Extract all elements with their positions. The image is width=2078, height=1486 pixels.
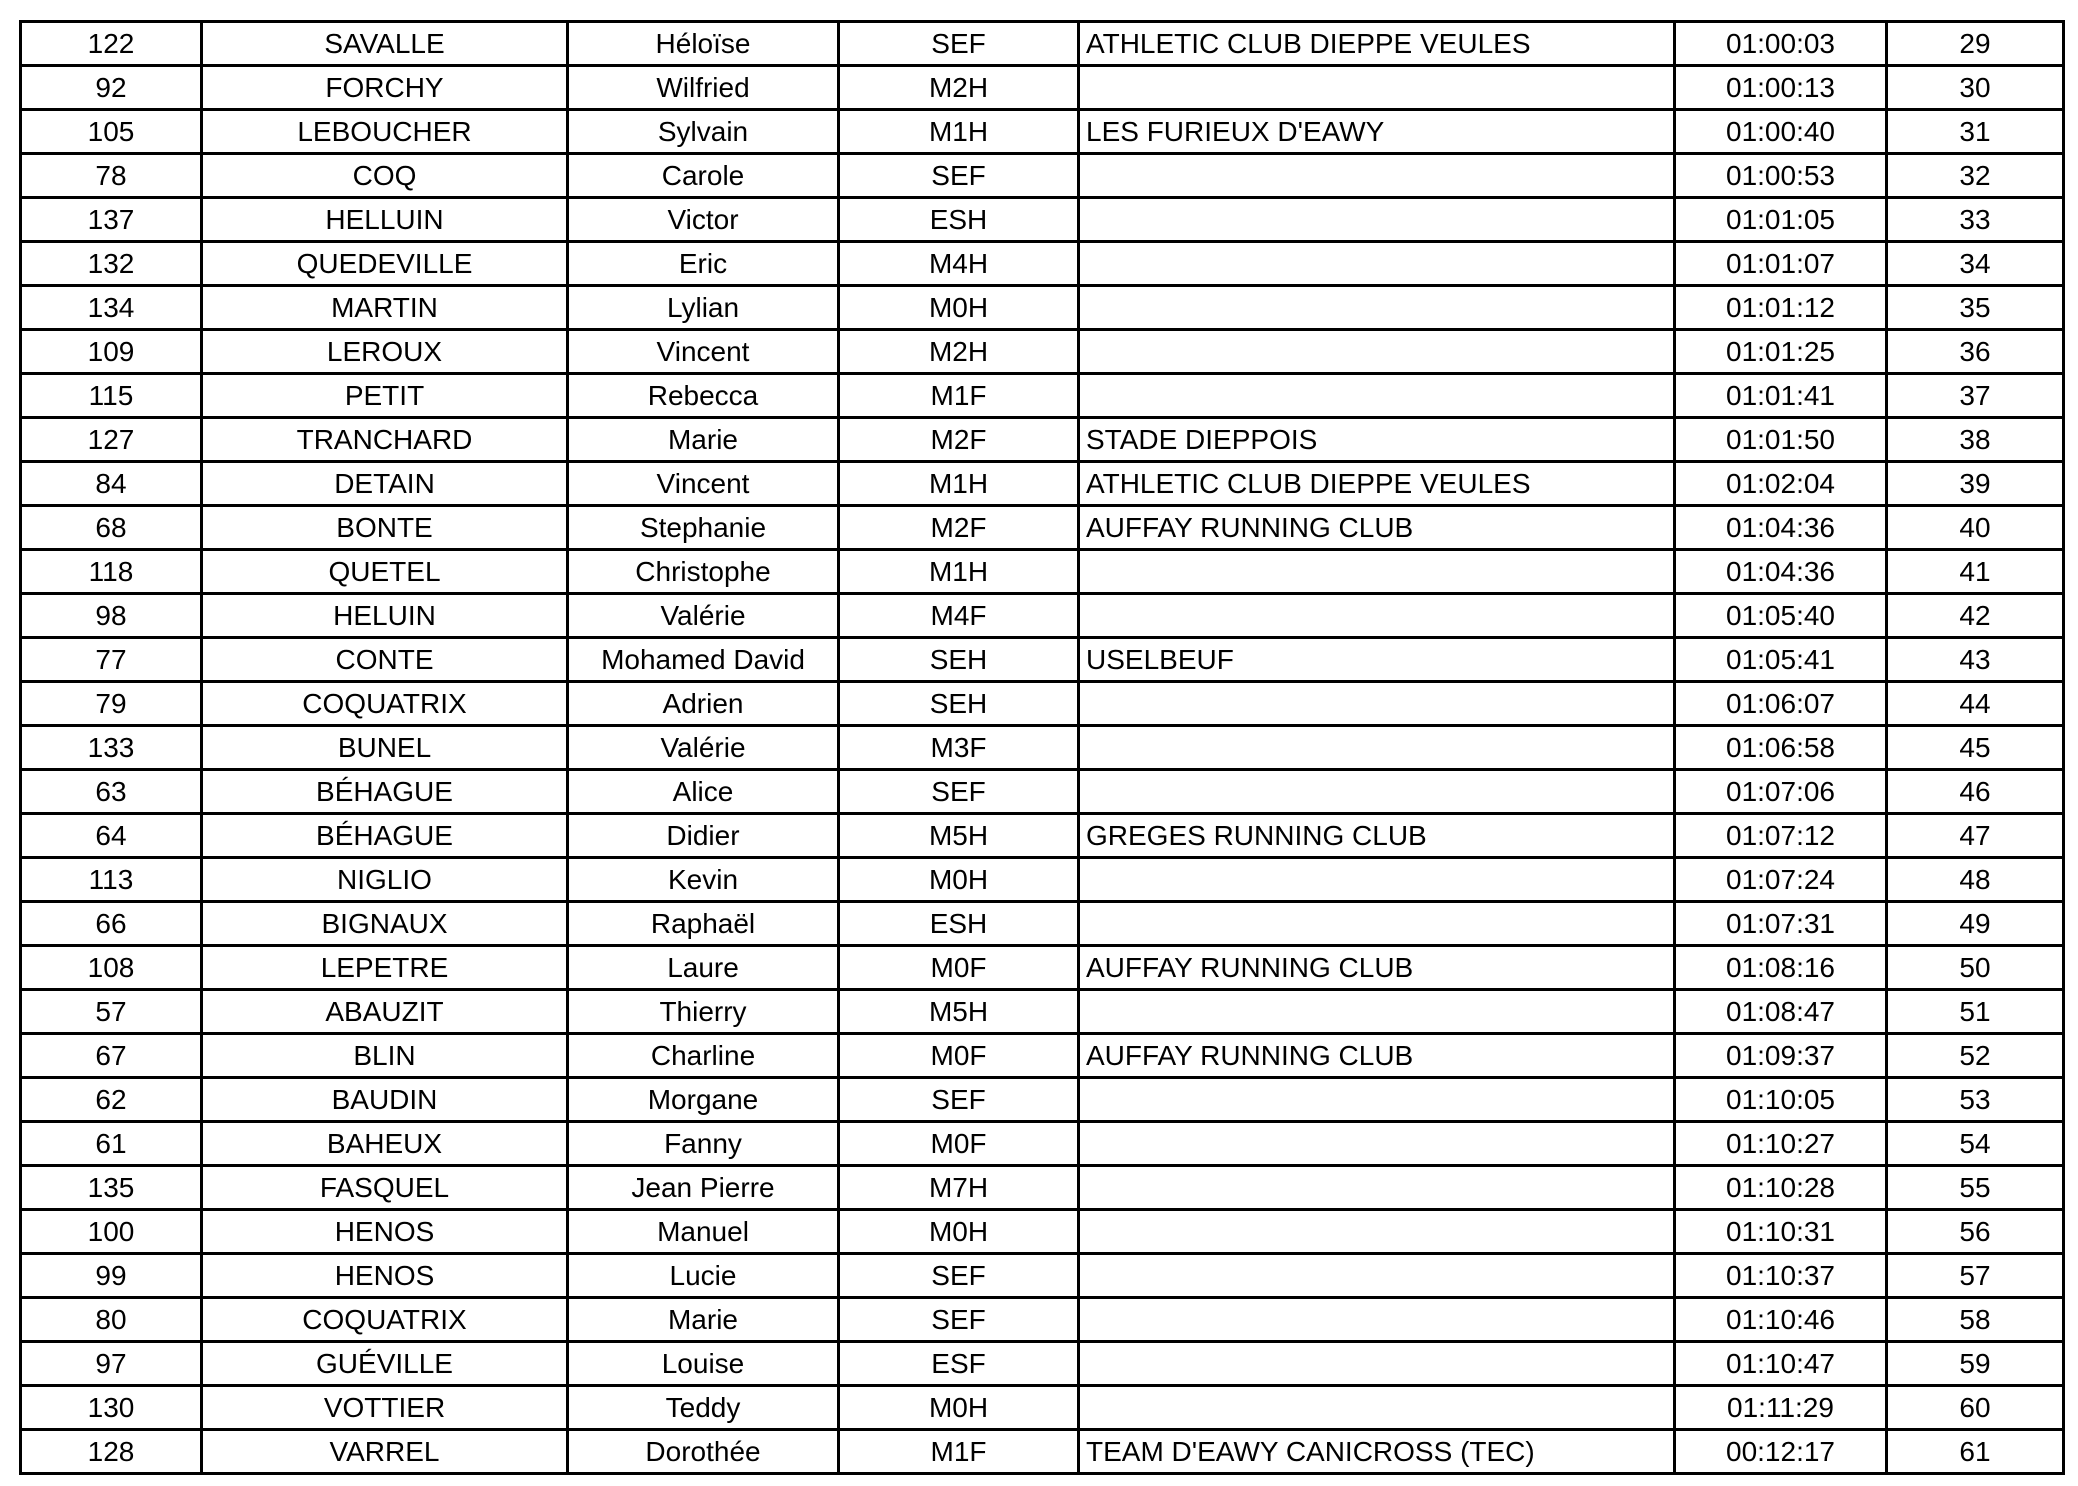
table-row xyxy=(21,110,2064,154)
cell-rank: 34 xyxy=(1887,242,2064,286)
cell-last_name: TRANCHARD xyxy=(202,418,568,462)
table-row xyxy=(21,374,2064,418)
cell-category: M4H xyxy=(839,242,1079,286)
cell-rank: 61 xyxy=(1887,1430,2064,1474)
cell-rank: 31 xyxy=(1887,110,2064,154)
cell-club xyxy=(1079,330,1675,374)
cell-time: 01:00:53 xyxy=(1675,154,1887,198)
cell-category: SEH xyxy=(839,682,1079,726)
cell-first_name: Kevin xyxy=(568,858,839,902)
cell-bib_number: 133 xyxy=(21,726,202,770)
cell-bib_number: 99 xyxy=(21,1254,202,1298)
cell-first_name: Stephanie xyxy=(568,506,839,550)
cell-time: 01:07:06 xyxy=(1675,770,1887,814)
cell-time: 01:02:04 xyxy=(1675,462,1887,506)
cell-bib_number: 64 xyxy=(21,814,202,858)
cell-rank: 29 xyxy=(1887,22,2064,66)
cell-category: M4F xyxy=(839,594,1079,638)
table-row xyxy=(21,726,2064,770)
cell-category: SEF xyxy=(839,1298,1079,1342)
cell-bib_number: 115 xyxy=(21,374,202,418)
cell-category: M0F xyxy=(839,1034,1079,1078)
table-row xyxy=(21,946,2064,990)
cell-time: 01:10:28 xyxy=(1675,1166,1887,1210)
cell-time: 01:05:40 xyxy=(1675,594,1887,638)
cell-rank: 47 xyxy=(1887,814,2064,858)
cell-club xyxy=(1079,990,1675,1034)
cell-first_name: Lucie xyxy=(568,1254,839,1298)
cell-last_name: HELLUIN xyxy=(202,198,568,242)
cell-club xyxy=(1079,726,1675,770)
cell-rank: 42 xyxy=(1887,594,2064,638)
cell-category: M0F xyxy=(839,1122,1079,1166)
cell-time: 01:01:12 xyxy=(1675,286,1887,330)
cell-rank: 55 xyxy=(1887,1166,2064,1210)
cell-bib_number: 57 xyxy=(21,990,202,1034)
cell-category: M0H xyxy=(839,1386,1079,1430)
cell-category: SEF xyxy=(839,1078,1079,1122)
table-row xyxy=(21,462,2064,506)
cell-category: M0F xyxy=(839,946,1079,990)
table-row xyxy=(21,858,2064,902)
cell-last_name: COQUATRIX xyxy=(202,682,568,726)
cell-club xyxy=(1079,858,1675,902)
cell-category: ESF xyxy=(839,1342,1079,1386)
cell-category: M2F xyxy=(839,506,1079,550)
cell-bib_number: 128 xyxy=(21,1430,202,1474)
cell-time: 01:10:31 xyxy=(1675,1210,1887,1254)
table-row xyxy=(21,1298,2064,1342)
cell-last_name: LEPETRE xyxy=(202,946,568,990)
cell-last_name: DETAIN xyxy=(202,462,568,506)
cell-last_name: BAHEUX xyxy=(202,1122,568,1166)
cell-first_name: Didier xyxy=(568,814,839,858)
table-row xyxy=(21,1254,2064,1298)
cell-category: M0H xyxy=(839,1210,1079,1254)
cell-club xyxy=(1079,374,1675,418)
cell-first_name: Thierry xyxy=(568,990,839,1034)
cell-first_name: Sylvain xyxy=(568,110,839,154)
table-row xyxy=(21,638,2064,682)
cell-club xyxy=(1079,198,1675,242)
cell-club xyxy=(1079,1254,1675,1298)
cell-club: AUFFAY RUNNING CLUB xyxy=(1079,506,1675,550)
cell-bib_number: 62 xyxy=(21,1078,202,1122)
cell-club xyxy=(1079,1166,1675,1210)
cell-category: M2H xyxy=(839,66,1079,110)
cell-club xyxy=(1079,594,1675,638)
cell-time: 01:01:25 xyxy=(1675,330,1887,374)
cell-rank: 39 xyxy=(1887,462,2064,506)
cell-category: M2H xyxy=(839,330,1079,374)
cell-category: M1F xyxy=(839,1430,1079,1474)
cell-rank: 45 xyxy=(1887,726,2064,770)
cell-club: ATHLETIC CLUB DIEPPE VEULES xyxy=(1079,22,1675,66)
table-row xyxy=(21,990,2064,1034)
cell-time: 00:12:17 xyxy=(1675,1430,1887,1474)
cell-club xyxy=(1079,286,1675,330)
cell-category: SEF xyxy=(839,1254,1079,1298)
cell-rank: 52 xyxy=(1887,1034,2064,1078)
cell-club: GREGES RUNNING CLUB xyxy=(1079,814,1675,858)
cell-club xyxy=(1079,242,1675,286)
cell-club xyxy=(1079,1078,1675,1122)
cell-last_name: COQUATRIX xyxy=(202,1298,568,1342)
cell-last_name: FASQUEL xyxy=(202,1166,568,1210)
cell-time: 01:00:03 xyxy=(1675,22,1887,66)
cell-rank: 50 xyxy=(1887,946,2064,990)
cell-time: 01:06:07 xyxy=(1675,682,1887,726)
cell-first_name: Marie xyxy=(568,1298,839,1342)
cell-first_name: Valérie xyxy=(568,594,839,638)
cell-first_name: Adrien xyxy=(568,682,839,726)
cell-bib_number: 122 xyxy=(21,22,202,66)
cell-club xyxy=(1079,1386,1675,1430)
cell-last_name: SAVALLE xyxy=(202,22,568,66)
cell-time: 01:01:41 xyxy=(1675,374,1887,418)
cell-last_name: VOTTIER xyxy=(202,1386,568,1430)
cell-first_name: Marie xyxy=(568,418,839,462)
cell-time: 01:10:37 xyxy=(1675,1254,1887,1298)
cell-bib_number: 127 xyxy=(21,418,202,462)
cell-last_name: MARTIN xyxy=(202,286,568,330)
cell-bib_number: 109 xyxy=(21,330,202,374)
table-row xyxy=(21,66,2064,110)
cell-last_name: PETIT xyxy=(202,374,568,418)
cell-category: SEF xyxy=(839,770,1079,814)
cell-time: 01:00:40 xyxy=(1675,110,1887,154)
table-row xyxy=(21,22,2064,66)
cell-bib_number: 134 xyxy=(21,286,202,330)
cell-bib_number: 67 xyxy=(21,1034,202,1078)
cell-bib_number: 79 xyxy=(21,682,202,726)
cell-last_name: LEROUX xyxy=(202,330,568,374)
cell-bib_number: 130 xyxy=(21,1386,202,1430)
cell-time: 01:04:36 xyxy=(1675,550,1887,594)
cell-first_name: Louise xyxy=(568,1342,839,1386)
cell-first_name: Fanny xyxy=(568,1122,839,1166)
cell-last_name: QUEDEVILLE xyxy=(202,242,568,286)
table-row xyxy=(21,770,2064,814)
table-row xyxy=(21,1210,2064,1254)
cell-time: 01:04:36 xyxy=(1675,506,1887,550)
cell-first_name: Lylian xyxy=(568,286,839,330)
cell-rank: 46 xyxy=(1887,770,2064,814)
cell-bib_number: 118 xyxy=(21,550,202,594)
cell-last_name: NIGLIO xyxy=(202,858,568,902)
cell-category: M0H xyxy=(839,858,1079,902)
cell-first_name: Vincent xyxy=(568,462,839,506)
cell-last_name: BÉHAGUE xyxy=(202,814,568,858)
cell-rank: 58 xyxy=(1887,1298,2064,1342)
cell-category: M3F xyxy=(839,726,1079,770)
cell-club xyxy=(1079,66,1675,110)
cell-last_name: VARREL xyxy=(202,1430,568,1474)
table-row xyxy=(21,1122,2064,1166)
table-row xyxy=(21,418,2064,462)
cell-rank: 56 xyxy=(1887,1210,2064,1254)
cell-rank: 48 xyxy=(1887,858,2064,902)
cell-bib_number: 63 xyxy=(21,770,202,814)
cell-category: SEF xyxy=(839,22,1079,66)
cell-first_name: Valérie xyxy=(568,726,839,770)
cell-rank: 54 xyxy=(1887,1122,2064,1166)
cell-first_name: Teddy xyxy=(568,1386,839,1430)
cell-last_name: HELUIN xyxy=(202,594,568,638)
cell-time: 01:07:31 xyxy=(1675,902,1887,946)
cell-last_name: QUETEL xyxy=(202,550,568,594)
cell-time: 01:09:37 xyxy=(1675,1034,1887,1078)
table-row xyxy=(21,682,2064,726)
cell-first_name: Wilfried xyxy=(568,66,839,110)
cell-last_name: BÉHAGUE xyxy=(202,770,568,814)
cell-rank: 37 xyxy=(1887,374,2064,418)
cell-first_name: Christophe xyxy=(568,550,839,594)
cell-bib_number: 105 xyxy=(21,110,202,154)
results-table-body xyxy=(21,22,2064,1474)
cell-rank: 57 xyxy=(1887,1254,2064,1298)
cell-category: M1H xyxy=(839,462,1079,506)
cell-category: M7H xyxy=(839,1166,1079,1210)
cell-club xyxy=(1079,1122,1675,1166)
cell-last_name: HENOS xyxy=(202,1210,568,1254)
table-row xyxy=(21,1034,2064,1078)
cell-bib_number: 68 xyxy=(21,506,202,550)
cell-time: 01:10:27 xyxy=(1675,1122,1887,1166)
cell-first_name: Charline xyxy=(568,1034,839,1078)
cell-last_name: BUNEL xyxy=(202,726,568,770)
cell-club xyxy=(1079,902,1675,946)
cell-rank: 32 xyxy=(1887,154,2064,198)
cell-first_name: Victor xyxy=(568,198,839,242)
cell-time: 01:10:05 xyxy=(1675,1078,1887,1122)
cell-category: M0H xyxy=(839,286,1079,330)
cell-first_name: Rebecca xyxy=(568,374,839,418)
cell-category: M1H xyxy=(839,110,1079,154)
cell-club xyxy=(1079,154,1675,198)
cell-category: SEH xyxy=(839,638,1079,682)
cell-club: LES FURIEUX D'EAWY xyxy=(1079,110,1675,154)
cell-time: 01:06:58 xyxy=(1675,726,1887,770)
cell-club xyxy=(1079,550,1675,594)
cell-bib_number: 108 xyxy=(21,946,202,990)
cell-category: M1F xyxy=(839,374,1079,418)
cell-category: SEF xyxy=(839,154,1079,198)
cell-club xyxy=(1079,1342,1675,1386)
cell-first_name: Jean Pierre xyxy=(568,1166,839,1210)
cell-rank: 41 xyxy=(1887,550,2064,594)
cell-last_name: BAUDIN xyxy=(202,1078,568,1122)
cell-time: 01:05:41 xyxy=(1675,638,1887,682)
cell-time: 01:01:50 xyxy=(1675,418,1887,462)
cell-club: ATHLETIC CLUB DIEPPE VEULES xyxy=(1079,462,1675,506)
cell-time: 01:08:16 xyxy=(1675,946,1887,990)
cell-bib_number: 135 xyxy=(21,1166,202,1210)
cell-first_name: Dorothée xyxy=(568,1430,839,1474)
table-row xyxy=(21,506,2064,550)
cell-rank: 49 xyxy=(1887,902,2064,946)
cell-time: 01:01:07 xyxy=(1675,242,1887,286)
cell-first_name: Morgane xyxy=(568,1078,839,1122)
cell-bib_number: 97 xyxy=(21,1342,202,1386)
cell-rank: 51 xyxy=(1887,990,2064,1034)
cell-club xyxy=(1079,1298,1675,1342)
cell-first_name: Raphaël xyxy=(568,902,839,946)
table-row xyxy=(21,198,2064,242)
cell-first_name: Mohamed David xyxy=(568,638,839,682)
table-row xyxy=(21,1386,2064,1430)
cell-first_name: Manuel xyxy=(568,1210,839,1254)
table-row xyxy=(21,1342,2064,1386)
cell-category: M5H xyxy=(839,814,1079,858)
cell-last_name: BLIN xyxy=(202,1034,568,1078)
cell-bib_number: 92 xyxy=(21,66,202,110)
cell-category: M5H xyxy=(839,990,1079,1034)
cell-last_name: COQ xyxy=(202,154,568,198)
cell-category: M2F xyxy=(839,418,1079,462)
table-row xyxy=(21,550,2064,594)
table-row xyxy=(21,1166,2064,1210)
cell-first_name: Laure xyxy=(568,946,839,990)
table-row xyxy=(21,242,2064,286)
cell-category: M1H xyxy=(839,550,1079,594)
table-row xyxy=(21,902,2064,946)
cell-time: 01:00:13 xyxy=(1675,66,1887,110)
cell-category: ESH xyxy=(839,198,1079,242)
table-row xyxy=(21,1430,2064,1474)
cell-time: 01:07:24 xyxy=(1675,858,1887,902)
cell-club: AUFFAY RUNNING CLUB xyxy=(1079,946,1675,990)
cell-rank: 38 xyxy=(1887,418,2064,462)
cell-last_name: GUÉVILLE xyxy=(202,1342,568,1386)
cell-rank: 53 xyxy=(1887,1078,2064,1122)
table-row xyxy=(21,814,2064,858)
cell-last_name: FORCHY xyxy=(202,66,568,110)
cell-bib_number: 98 xyxy=(21,594,202,638)
cell-bib_number: 61 xyxy=(21,1122,202,1166)
cell-club: USELBEUF xyxy=(1079,638,1675,682)
cell-rank: 36 xyxy=(1887,330,2064,374)
cell-rank: 40 xyxy=(1887,506,2064,550)
cell-first_name: Vincent xyxy=(568,330,839,374)
cell-bib_number: 84 xyxy=(21,462,202,506)
cell-bib_number: 137 xyxy=(21,198,202,242)
race-results-table xyxy=(19,20,2065,1475)
cell-rank: 44 xyxy=(1887,682,2064,726)
cell-time: 01:10:47 xyxy=(1675,1342,1887,1386)
cell-bib_number: 78 xyxy=(21,154,202,198)
cell-club xyxy=(1079,682,1675,726)
cell-first_name: Héloïse xyxy=(568,22,839,66)
table-row xyxy=(21,154,2064,198)
cell-rank: 33 xyxy=(1887,198,2064,242)
cell-club: TEAM D'EAWY CANICROSS (TEC) xyxy=(1079,1430,1675,1474)
cell-bib_number: 77 xyxy=(21,638,202,682)
cell-first_name: Carole xyxy=(568,154,839,198)
cell-last_name: BIGNAUX xyxy=(202,902,568,946)
cell-last_name: ABAUZIT xyxy=(202,990,568,1034)
cell-bib_number: 113 xyxy=(21,858,202,902)
cell-last_name: CONTE xyxy=(202,638,568,682)
cell-time: 01:08:47 xyxy=(1675,990,1887,1034)
cell-time: 01:10:46 xyxy=(1675,1298,1887,1342)
cell-rank: 60 xyxy=(1887,1386,2064,1430)
cell-time: 01:01:05 xyxy=(1675,198,1887,242)
cell-rank: 43 xyxy=(1887,638,2064,682)
cell-rank: 30 xyxy=(1887,66,2064,110)
table-row xyxy=(21,286,2064,330)
cell-bib_number: 66 xyxy=(21,902,202,946)
cell-last_name: HENOS xyxy=(202,1254,568,1298)
cell-club: AUFFAY RUNNING CLUB xyxy=(1079,1034,1675,1078)
cell-bib_number: 80 xyxy=(21,1298,202,1342)
table-row xyxy=(21,1078,2064,1122)
cell-club: STADE DIEPPOIS xyxy=(1079,418,1675,462)
table-row xyxy=(21,330,2064,374)
cell-club xyxy=(1079,1210,1675,1254)
cell-rank: 35 xyxy=(1887,286,2064,330)
cell-category: ESH xyxy=(839,902,1079,946)
cell-time: 01:07:12 xyxy=(1675,814,1887,858)
cell-first_name: Eric xyxy=(568,242,839,286)
cell-rank: 59 xyxy=(1887,1342,2064,1386)
cell-time: 01:11:29 xyxy=(1675,1386,1887,1430)
cell-bib_number: 100 xyxy=(21,1210,202,1254)
cell-last_name: BONTE xyxy=(202,506,568,550)
cell-last_name: LEBOUCHER xyxy=(202,110,568,154)
table-row xyxy=(21,594,2064,638)
cell-first_name: Alice xyxy=(568,770,839,814)
cell-club xyxy=(1079,770,1675,814)
cell-bib_number: 132 xyxy=(21,242,202,286)
